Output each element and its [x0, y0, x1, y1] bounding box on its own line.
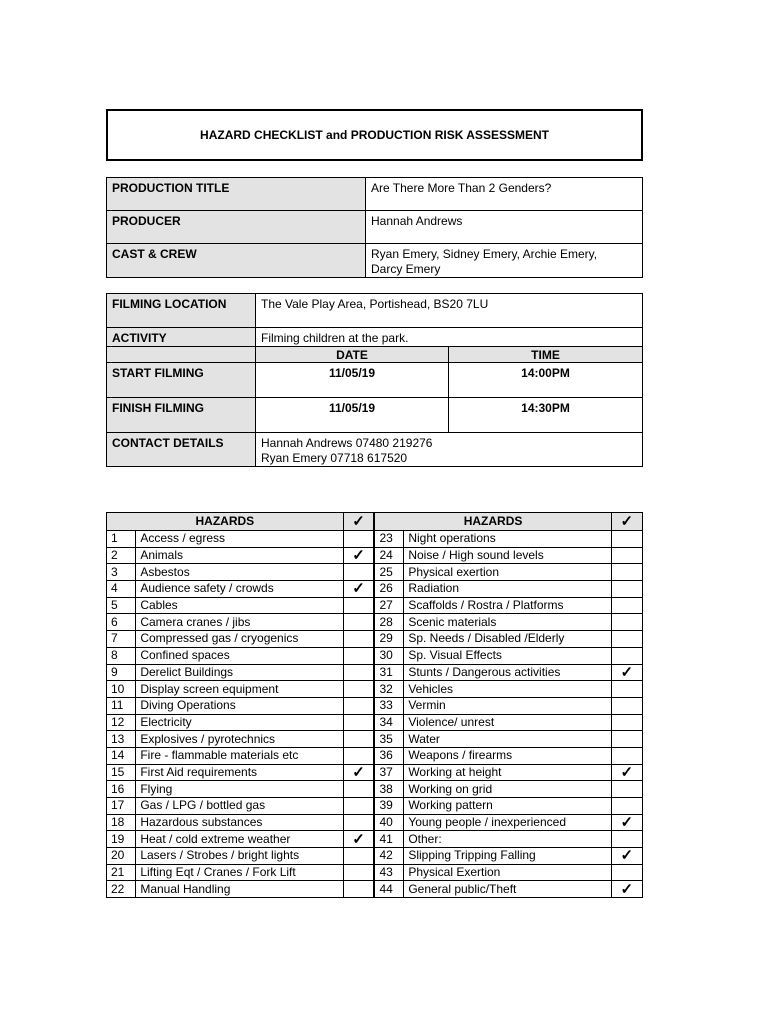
hazard-number: 7 [107, 631, 136, 648]
hazard-check [611, 781, 642, 798]
hazard-check: ✓ [343, 764, 374, 781]
hazard-number: 44 [374, 881, 403, 898]
hazard-check [343, 564, 374, 581]
hazard-check [343, 864, 374, 881]
contact-details-label: CONTACT DETAILS [107, 433, 256, 467]
blank-label-cell [107, 347, 256, 363]
hazard-number: 1 [107, 531, 136, 548]
hazard-number: 28 [374, 614, 403, 631]
hazard-name: Animals [136, 547, 343, 564]
hazard-check [611, 647, 642, 664]
cast-crew-line: Ryan Emery, Sidney Emery, Archie Emery, [371, 247, 598, 261]
hazard-number: 31 [374, 664, 403, 681]
hazard-check [343, 531, 374, 548]
hazard-row [107, 798, 643, 815]
hazard-name: Display screen equipment [136, 681, 343, 698]
finish-time: 14:30PM [449, 398, 643, 433]
hazard-check [611, 831, 642, 848]
hazard-number: 24 [374, 547, 403, 564]
hazard-number: 5 [107, 597, 136, 614]
hazard-name: Sp. Visual Effects [404, 647, 611, 664]
hazard-number: 3 [107, 564, 136, 581]
hazard-number: 25 [374, 564, 403, 581]
hazards-header-right: HAZARDS [374, 513, 611, 531]
start-filming-label: START FILMING [107, 363, 256, 398]
hazard-row [107, 614, 643, 631]
hazard-name: Explosives / pyrotechnics [136, 731, 343, 748]
hazard-row [107, 881, 643, 898]
hazard-check: ✓ [611, 814, 642, 831]
hazard-name: Slipping Tripping Falling [404, 848, 611, 865]
hazard-name: Working at height [404, 764, 611, 781]
hazard-name: Electricity [136, 714, 343, 731]
hazard-name: Cables [136, 597, 343, 614]
document-title: HAZARD CHECKLIST and PRODUCTION RISK ASSESSMENT [106, 109, 643, 161]
hazard-number: 10 [107, 681, 136, 698]
hazards-header-left: HAZARDS [107, 513, 344, 531]
hazard-check [343, 781, 374, 798]
contact-details-value [256, 433, 643, 467]
date-header: DATE [256, 347, 449, 363]
hazard-name: Weapons / firearms [404, 747, 611, 764]
hazard-name: Diving Operations [136, 697, 343, 714]
filming-location-label: FILMING LOCATION [107, 294, 256, 328]
hazard-row [107, 531, 643, 548]
producer-value: Hannah Andrews [366, 211, 643, 244]
hazard-row [107, 747, 643, 764]
hazard-number: 36 [374, 747, 403, 764]
check-header-left: ✓ [343, 513, 374, 531]
hazard-row [107, 547, 643, 564]
hazard-check [343, 681, 374, 698]
hazard-name: Sp. Needs / Disabled /Elderly [404, 631, 611, 648]
hazard-check [611, 864, 642, 881]
hazard-number: 26 [374, 581, 403, 598]
hazard-check [343, 798, 374, 815]
hazard-number: 39 [374, 798, 403, 815]
finish-filming-label: FINISH FILMING [107, 398, 256, 433]
hazard-number: 16 [107, 781, 136, 798]
hazard-name: Physical Exertion [404, 864, 611, 881]
hazard-number: 29 [374, 631, 403, 648]
production-table [106, 177, 643, 278]
hazard-check [611, 798, 642, 815]
activity-value: Filming children at the park. [256, 328, 643, 347]
hazard-check: ✓ [343, 547, 374, 564]
hazard-name: Fire - flammable materials etc [136, 747, 343, 764]
hazard-check [611, 614, 642, 631]
hazard-name: Vehicles [404, 681, 611, 698]
hazard-name: Violence/ unrest [404, 714, 611, 731]
hazard-check [343, 731, 374, 748]
hazard-number: 6 [107, 614, 136, 631]
filming-table [106, 293, 643, 467]
contact-line: Ryan Emery 07718 617520 [261, 451, 408, 465]
hazard-row [107, 831, 643, 848]
hazard-name: Vermin [404, 697, 611, 714]
start-time: 14:00PM [449, 363, 643, 398]
hazard-check [611, 714, 642, 731]
hazard-number: 41 [374, 831, 403, 848]
hazard-check [343, 697, 374, 714]
hazard-number: 9 [107, 664, 136, 681]
hazard-number: 13 [107, 731, 136, 748]
hazard-name: Other: [404, 831, 611, 848]
hazard-row [107, 631, 643, 648]
hazard-check [611, 681, 642, 698]
hazard-number: 34 [374, 714, 403, 731]
hazard-number: 30 [374, 647, 403, 664]
check-header-right: ✓ [611, 513, 642, 531]
hazard-row [107, 664, 643, 681]
hazard-number: 40 [374, 814, 403, 831]
hazard-number: 2 [107, 547, 136, 564]
hazard-name: Derelict Buildings [136, 664, 343, 681]
hazard-name: Asbestos [136, 564, 343, 581]
hazards-table [106, 512, 643, 898]
hazard-check [611, 597, 642, 614]
hazard-number: 21 [107, 864, 136, 881]
hazard-name: Hazardous substances [136, 814, 343, 831]
hazard-name: Physical exertion [404, 564, 611, 581]
hazard-check: ✓ [611, 881, 642, 898]
finish-date: 11/05/19 [256, 398, 449, 433]
hazard-check [343, 614, 374, 631]
hazard-name: First Aid requirements [136, 764, 343, 781]
hazard-name: Water [404, 731, 611, 748]
hazard-row [107, 764, 643, 781]
hazard-number: 32 [374, 681, 403, 698]
cast-crew-line: Darcy Emery [371, 262, 441, 276]
hazard-name: Noise / High sound levels [404, 547, 611, 564]
hazard-name: Young people / inexperienced [404, 814, 611, 831]
cast-crew-label: CAST & CREW [107, 244, 366, 278]
hazard-check [611, 631, 642, 648]
hazard-name: Flying [136, 781, 343, 798]
hazard-row [107, 647, 643, 664]
hazard-row [107, 697, 643, 714]
hazard-number: 11 [107, 697, 136, 714]
hazard-name: General public/Theft [404, 881, 611, 898]
hazard-name: Manual Handling [136, 881, 343, 898]
hazard-number: 38 [374, 781, 403, 798]
hazard-number: 22 [107, 881, 136, 898]
hazard-check [343, 814, 374, 831]
hazard-check [343, 714, 374, 731]
hazard-name: Radiation [404, 581, 611, 598]
hazard-number: 35 [374, 731, 403, 748]
hazard-number: 12 [107, 714, 136, 731]
hazard-check [611, 697, 642, 714]
hazard-row [107, 714, 643, 731]
production-title-value: Are There More Than 2 Genders? [366, 178, 643, 211]
hazard-check [343, 747, 374, 764]
hazard-number: 8 [107, 647, 136, 664]
producer-label: PRODUCER [107, 211, 366, 244]
hazard-check: ✓ [611, 764, 642, 781]
hazard-number: 14 [107, 747, 136, 764]
hazard-name: Confined spaces [136, 647, 343, 664]
hazard-row [107, 814, 643, 831]
hazard-check [343, 597, 374, 614]
hazard-name: Working on grid [404, 781, 611, 798]
hazard-check [611, 564, 642, 581]
hazard-row [107, 564, 643, 581]
hazard-check [611, 531, 642, 548]
hazard-number: 15 [107, 764, 136, 781]
hazard-check [343, 664, 374, 681]
activity-label: ACTIVITY [107, 328, 256, 347]
hazard-check [343, 647, 374, 664]
hazard-name: Gas / LPG / bottled gas [136, 798, 343, 815]
hazard-name: Lifting Eqt / Cranes / Fork Lift [136, 864, 343, 881]
hazard-check: ✓ [611, 664, 642, 681]
hazard-check [611, 547, 642, 564]
hazard-number: 20 [107, 848, 136, 865]
hazard-name: Night operations [404, 531, 611, 548]
hazard-number: 37 [374, 764, 403, 781]
hazard-number: 18 [107, 814, 136, 831]
hazard-name: Access / egress [136, 531, 343, 548]
hazard-name: Heat / cold extreme weather [136, 831, 343, 848]
time-header: TIME [449, 347, 643, 363]
hazard-name: Scenic materials [404, 614, 611, 631]
hazard-check: ✓ [611, 848, 642, 865]
hazard-check: ✓ [343, 581, 374, 598]
production-title-label: PRODUCTION TITLE [107, 178, 366, 211]
hazard-number: 27 [374, 597, 403, 614]
hazard-name: Working pattern [404, 798, 611, 815]
start-date: 11/05/19 [256, 363, 449, 398]
filming-location-value: The Vale Play Area, Portishead, BS20 7LU [256, 294, 643, 328]
hazard-row [107, 848, 643, 865]
hazard-row [107, 781, 643, 798]
hazard-name: Camera cranes / jibs [136, 614, 343, 631]
hazard-name: Stunts / Dangerous activities [404, 664, 611, 681]
hazard-row [107, 597, 643, 614]
hazard-check: ✓ [343, 831, 374, 848]
hazard-number: 4 [107, 581, 136, 598]
hazard-name: Scaffolds / Rostra / Platforms [404, 597, 611, 614]
hazard-check [343, 848, 374, 865]
hazard-check [611, 581, 642, 598]
contact-line: Hannah Andrews 07480 219276 [261, 436, 433, 450]
hazard-number: 19 [107, 831, 136, 848]
hazard-number: 33 [374, 697, 403, 714]
hazard-name: Compressed gas / cryogenics [136, 631, 343, 648]
hazard-number: 42 [374, 848, 403, 865]
cast-crew-value [366, 244, 643, 278]
hazard-check [343, 881, 374, 898]
hazard-name: Audience safety / crowds [136, 581, 343, 598]
hazard-row [107, 581, 643, 598]
hazard-row [107, 731, 643, 748]
hazard-row [107, 864, 643, 881]
hazard-check [611, 747, 642, 764]
hazard-check [343, 631, 374, 648]
hazard-number: 17 [107, 798, 136, 815]
hazard-name: Lasers / Strobes / bright lights [136, 848, 343, 865]
hazard-number: 23 [374, 531, 403, 548]
hazard-number: 43 [374, 864, 403, 881]
hazard-check [611, 731, 642, 748]
hazard-row [107, 681, 643, 698]
